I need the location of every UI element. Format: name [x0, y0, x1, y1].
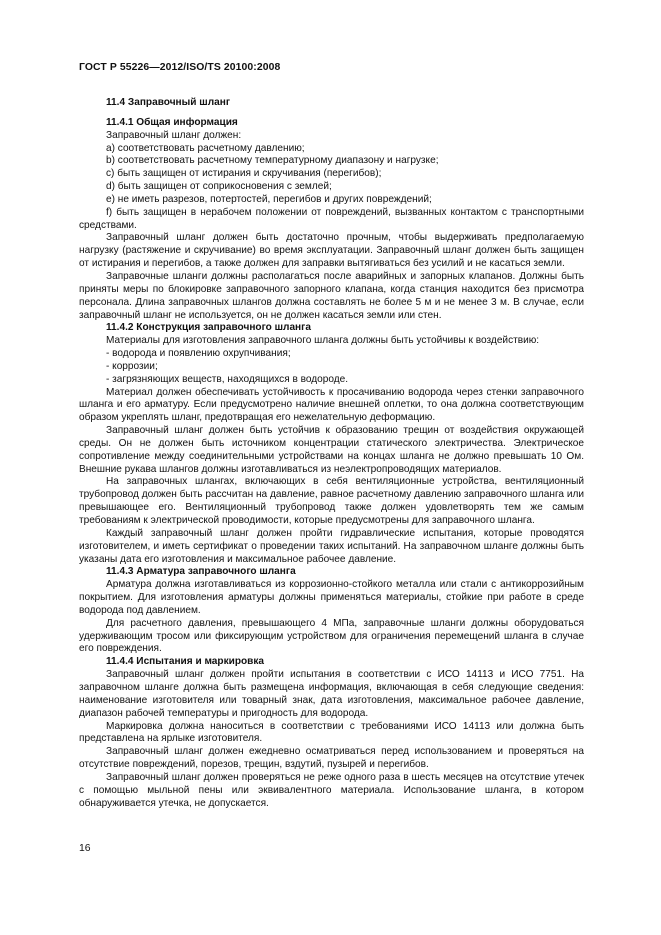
- list-item: e) не иметь разрезов, потертостей, перегибов и других повреждений;: [106, 193, 432, 205]
- page-number: 16: [79, 843, 91, 854]
- list-item: - загрязняющих веществ, находящихся в водороде.: [106, 373, 349, 385]
- general-intro: Заправочный шланг должен:: [106, 129, 242, 141]
- list-item: f) быть защищен в нерабочем положении от повреждений, вызванных контактом с транспортными средствами.: [79, 206, 584, 231]
- paragraph: Заправочный шланг должен ежедневно осматриваться перед использованием и проверяться на отсутствие повреждений, порезов, трещин, вздутий, пузырей и перегибов.: [79, 746, 584, 771]
- paragraph: Заправочные шланги должны располагаться после аварийных и запорных клапанов. Должны быть приняты меры по блокировке заправочного запорного клапана, когда станция находится без присмотра персонала. Длина заправочных шлангов должна составлять не более 5 м и не менее 3 м. В случае, если заправочный шланг не используется, он не должен касаться земли или стен.: [79, 270, 584, 321]
- paragraph: Заправочный шланг должен проверяться не реже одного раза в шесть месяцев на отсутствие утечек с помощью мыльной пены или эквивалентного материала. Использование шланга, в котором обнаруживается утечка, не допускается.: [79, 771, 584, 809]
- paragraph: Маркировка должна наноситься в соответствии с требованиями ИСО 14113 или должна быть представлена на ярлыке изготовителя.: [79, 720, 584, 745]
- paragraph: На заправочных шлангах, включающих в себя вентиляционные устройства, вентиляционный трубопровод должен быть рассчитан на давление, равное расчетному давлению заправочного шланга или превышающее его. Вентиляционный трубопровод также должен удовлетворять тем же самым требованиям к электрической проводимости, которые предусмотрены для заправочного шланга.: [79, 476, 584, 526]
- paragraph: Каждый заправочный шланг должен пройти гидравлические испытания, которые проводятся изготовителем, и иметь сертификат о проведении таких испытаний. На заправочном шланге должны быть указаны дата его изготовления и максимальное рабочее давление.: [79, 527, 584, 565]
- paragraph: Арматура должна изготавливаться из коррозионно-стойкого металла или стали с антикоррозийным покрытием. Для изготовления арматуры должны применяться материалы, стойкие при работе в среде водорода под давлением.: [79, 579, 584, 616]
- subsection-title-testing: 11.4.4 Испытания и маркировка: [106, 656, 265, 668]
- section-title: 11.4 Заправочный шланг: [106, 97, 231, 108]
- subsection-title-construction: 11.4.2 Конструкция заправочного шланга: [106, 322, 311, 334]
- construction-intro: Материалы для изготовления заправочного шланга должны быть устойчивы к воздействию:: [106, 335, 540, 347]
- list-item: a) соответствовать расчетному давлению;: [106, 142, 305, 154]
- subsection-title-fittings: 11.4.3 Арматура заправочного шланга: [106, 566, 296, 578]
- subsection-title-general: 11.4.1 Общая информация: [106, 116, 238, 128]
- list-item: c) быть защищен от истирания и скручивания (перегибов);: [106, 168, 382, 180]
- paragraph: Материал должен обеспечивать устойчивость к просачиванию водорода через стенки заправочного шланга и его арматуру. Если предусмотрено наличие внешней оплетки, то она должна соответствующим образом укреплять шланг, предотвращая его нежелательную деформацию.: [79, 386, 584, 424]
- paragraph: Заправочный шланг должен быть устойчив к образованию трещин от воздействия окружающей среды. Он не должен быть источником концентрации статического электричества. Электрическое сопротивление между соединительными устройствами на концах шланга не должно превышать 10 Ом. Внешние рукава шлангов должны изготавливаться из неэлектропроводящих материалов.: [79, 425, 584, 475]
- list-item: d) быть защищен от соприкосновения с землей;: [106, 181, 332, 193]
- list-item: - коррозии;: [106, 360, 158, 372]
- list-item: b) соответствовать расчетному температурному диапазону и нагрузке;: [106, 155, 439, 167]
- document-body: [79, 97, 584, 810]
- list-item: - водорода и появлению охрупчивания;: [106, 348, 291, 360]
- paragraph: Заправочный шланг должен быть достаточно прочным, чтобы выдерживать предполагаемую нагрузку (растяжение и скручивание) во время эксплуатации. Заправочный шланг должен быть защищен от истирания и перегибов, а также должен для заправки вытягиваться без усилий и не касаться земли.: [79, 232, 584, 270]
- document-header: ГОСТ Р 55226—2012/ISO/TS 20100:2008: [79, 62, 281, 73]
- paragraph: Для расчетного давления, превышающего 4 МПа, заправочные шланги должны оборудоваться удерживающим тросом или фиксирующим устройством для ограничения перемещений шланга в случае его повреждения.: [79, 617, 584, 655]
- paragraph: Заправочный шланг должен пройти испытания в соответствии с ИСО 14113 и ИСО 7751. На заправочном шланге должна быть размещена информация, включающая в себя следующие сведения: наименование изготовителя или товарный знак, дата изготовления, максимальное рабочее давление, диапазон рабочей температуры и пригодность для водорода.: [79, 669, 584, 719]
